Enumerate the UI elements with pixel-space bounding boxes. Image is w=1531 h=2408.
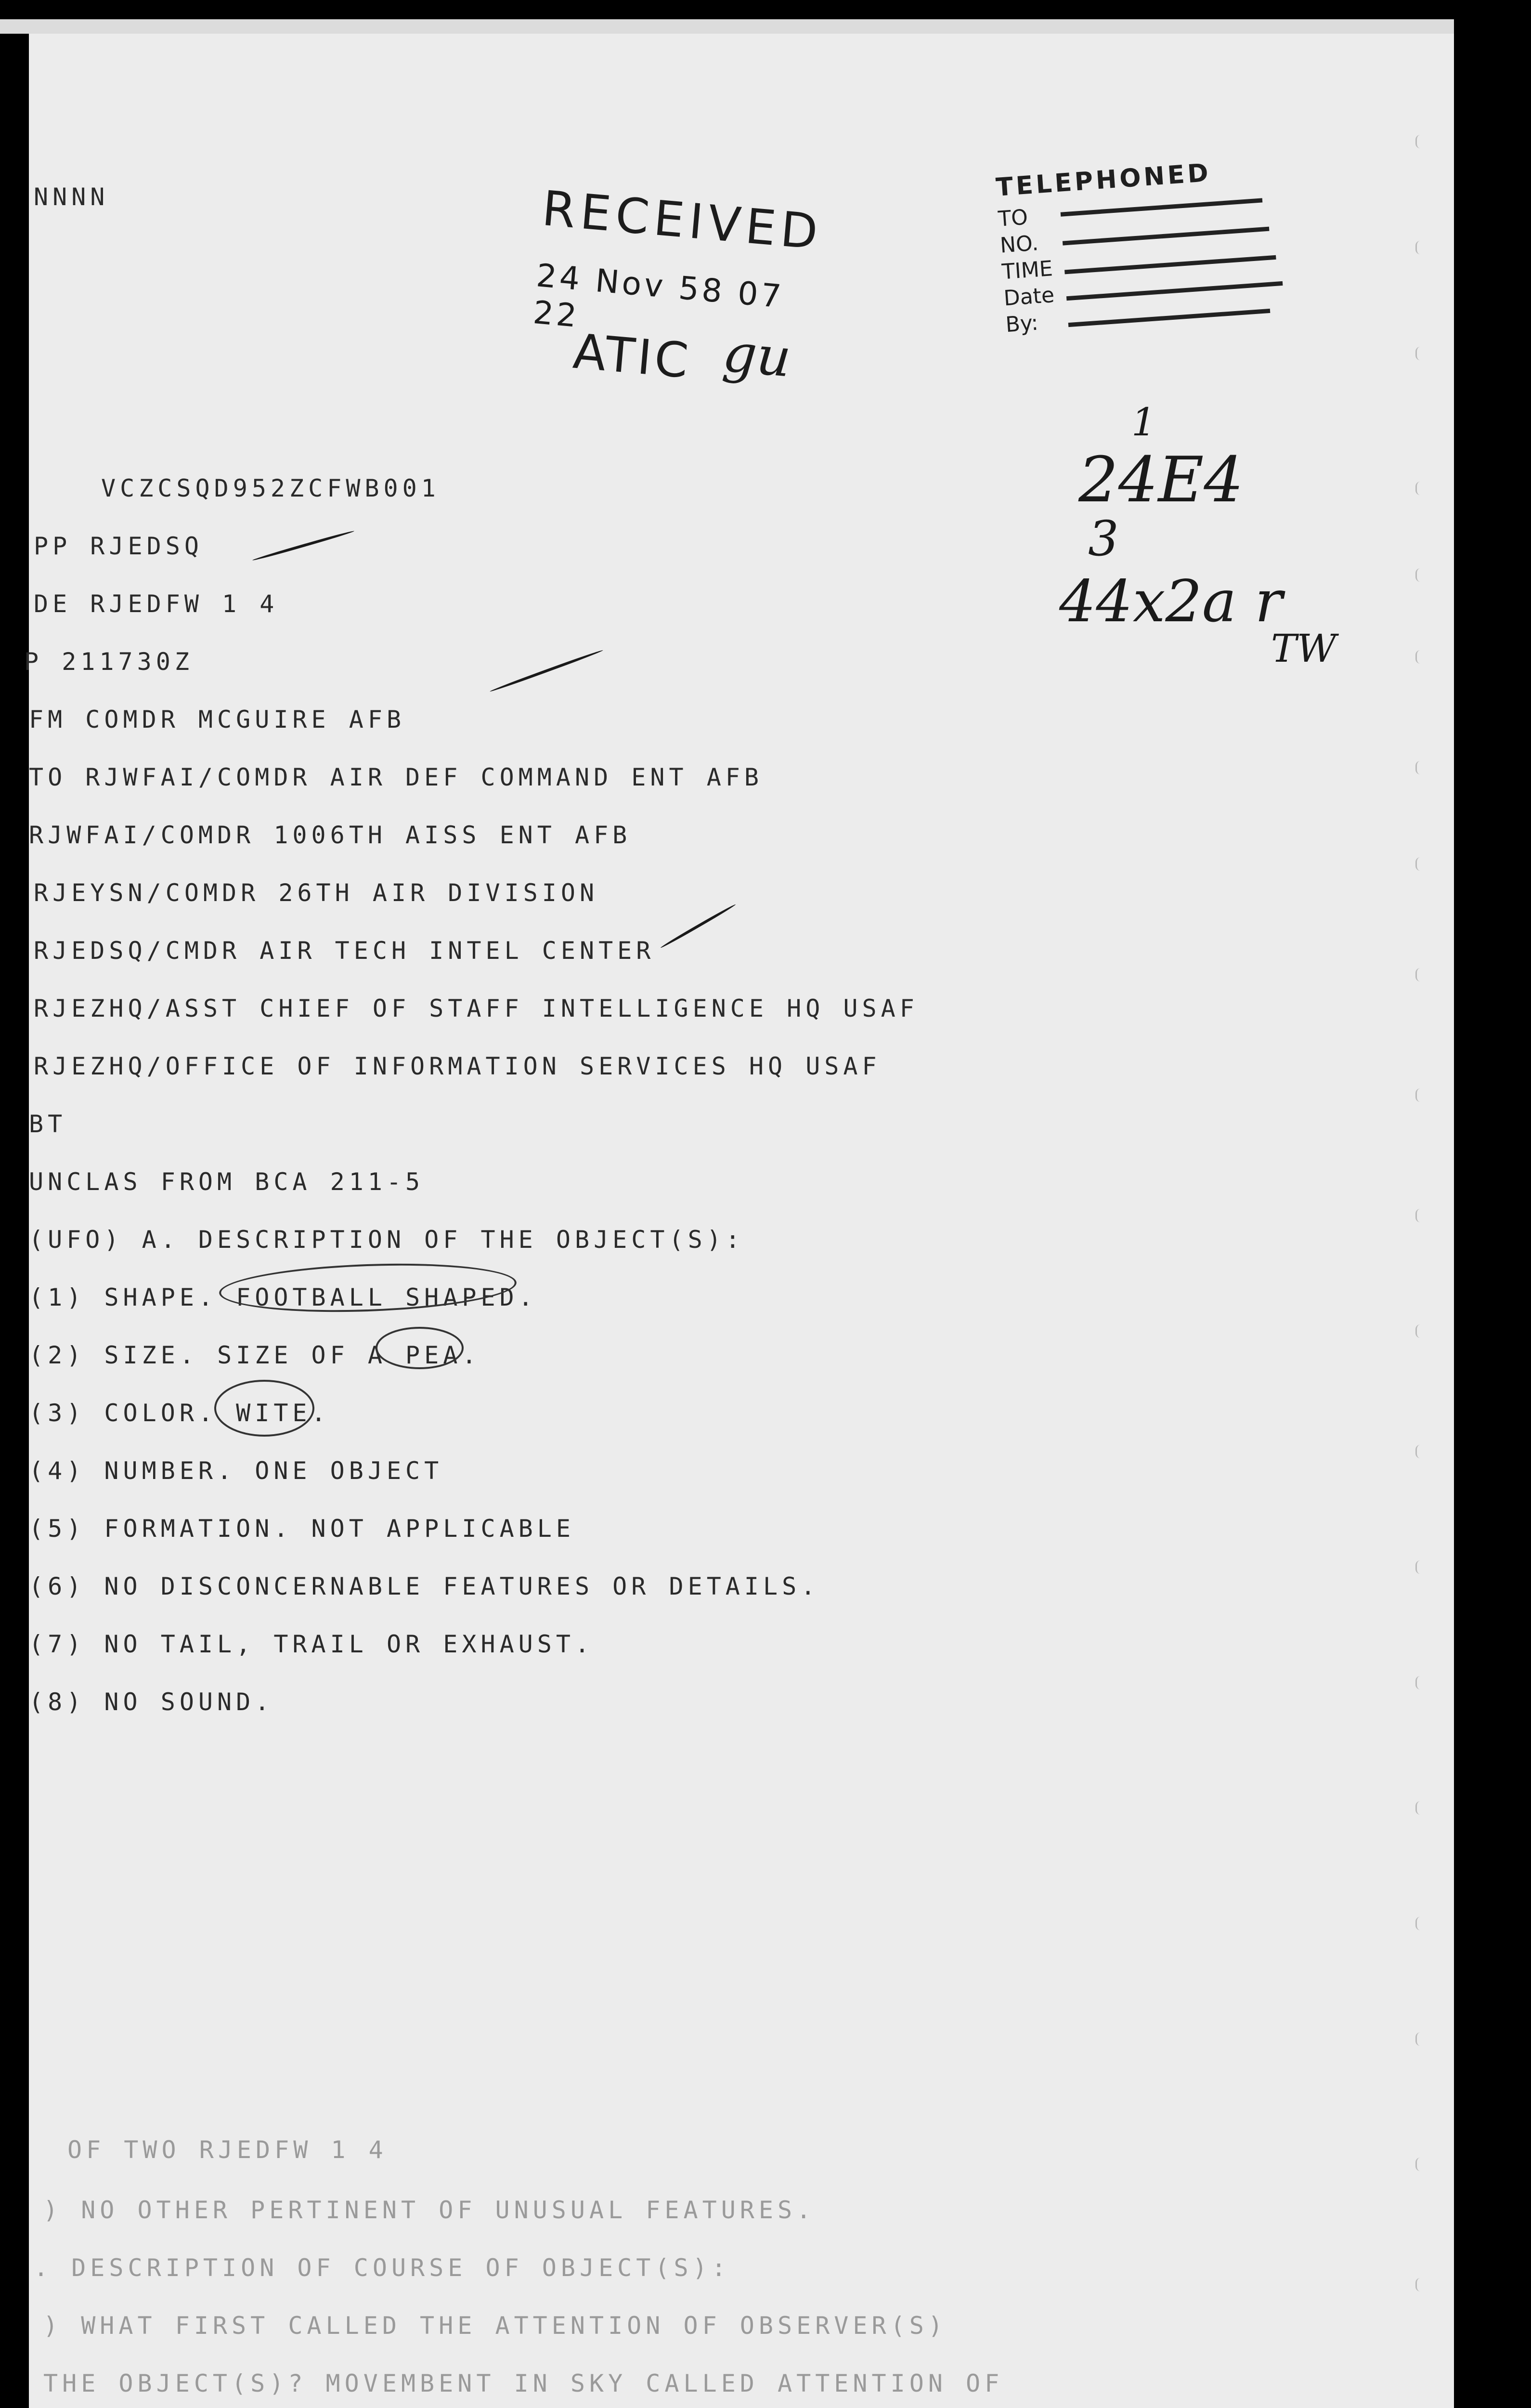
handwritten-note-1: 1 [1131, 400, 1156, 445]
received-stamp-org: ATIC [571, 323, 694, 390]
message-line: (2) SIZE. SIZE OF A PEA. [29, 1341, 481, 1369]
circled-color-value [214, 1380, 314, 1437]
telephoned-label-to: TO [997, 205, 1029, 232]
margin-perforations [1415, 135, 1435, 2398]
stamp-strikeout [1064, 255, 1276, 275]
message-line: (5) FORMATION. NOT APPLICABLE [29, 1515, 575, 1543]
received-stamp-initials: gu [720, 321, 794, 389]
header-code: NNNN [34, 183, 109, 211]
message-line: UNCLAS FROM BCA 211-5 [29, 1168, 425, 1196]
message-line: (8) NO SOUND. [29, 1688, 274, 1716]
message-line: (UFO) A. DESCRIPTION OF THE OBJECT(S): [29, 1226, 744, 1254]
continuation-line: ) NO OTHER PERTINENT OF UNUSUAL FEATURES. [43, 2196, 816, 2224]
stamp-strikeout [1061, 198, 1263, 216]
message-line: BT [29, 1110, 67, 1138]
message-line: TO RJWFAI/COMDR AIR DEF COMMAND ENT AFB [29, 763, 763, 791]
message-line: DE RJEDFW 1 4 [34, 590, 279, 618]
message-line: (3) COLOR. WITE. [29, 1399, 330, 1427]
continuation-line: OF TWO RJEDFW 1 4 [67, 2136, 388, 2164]
page-top-edge [0, 19, 1454, 34]
message-line: VCZCSQD952ZCFWB001 [101, 474, 440, 502]
handwritten-note-2: 24E4 [1078, 443, 1244, 516]
message-line: RJEDSQ/CMDR AIR TECH INTEL CENTER [34, 937, 655, 965]
stamp-strikeout [1063, 227, 1270, 246]
received-stamp [525, 180, 843, 432]
circled-size-value [376, 1327, 464, 1369]
message-line: RJWFAI/COMDR 1006TH AISS ENT AFB [29, 821, 632, 849]
telephoned-label-time: TIME [1001, 256, 1054, 285]
message-line: (6) NO DISCONCERNABLE FEATURES OR DETAILS. [29, 1572, 820, 1600]
stamp-strikeout [1068, 309, 1271, 327]
telephoned-label-by: By: [1004, 310, 1039, 338]
received-stamp-date: 24 Nov 58 07 22 [532, 257, 786, 335]
telephoned-stamp [995, 155, 1278, 366]
message-line: (4) NUMBER. ONE OBJECT [29, 1457, 443, 1485]
telephoned-label-no: NO. [999, 231, 1039, 258]
continuation-line: ) WHAT FIRST CALLED THE ATTENTION OF OBSERVER(S) [43, 2312, 947, 2340]
message-line: P 211730Z [24, 648, 194, 676]
message-line: RJEZHQ/ASST CHIEF OF STAFF INTELLIGENCE HQ USAF [34, 995, 919, 1022]
message-line: FM COMDR MCGUIRE AFB [29, 706, 406, 733]
telephoned-label-date: Date [1003, 283, 1055, 311]
handwritten-note-4: 44x2a r [1059, 568, 1283, 635]
message-line: (7) NO TAIL, TRAIL OR EXHAUST. [29, 1630, 594, 1658]
message-line: (1) SHAPE. FOOTBALL SHAPED. [29, 1283, 537, 1311]
message-line: RJEZHQ/OFFICE OF INFORMATION SERVICES HQ USAF [34, 1052, 881, 1080]
telephoned-stamp-title: TELEPHONED [995, 158, 1212, 202]
received-stamp-title: RECEIVED [540, 180, 825, 261]
handwritten-note-3: 3 [1088, 510, 1119, 567]
message-line: RJEYSN/COMDR 26TH AIR DIVISION [34, 879, 599, 907]
stamp-strikeout [1066, 281, 1283, 301]
continuation-line: . DESCRIPTION OF COURSE OF OBJECT(S): [34, 2254, 730, 2282]
handwritten-note-5: TW [1271, 626, 1336, 671]
message-line: PP RJEDSQ [34, 532, 203, 560]
continuation-line: THE OBJECT(S)? MOVEMBENT IN SKY CALLED ATTENTION OF [43, 2369, 1004, 2397]
